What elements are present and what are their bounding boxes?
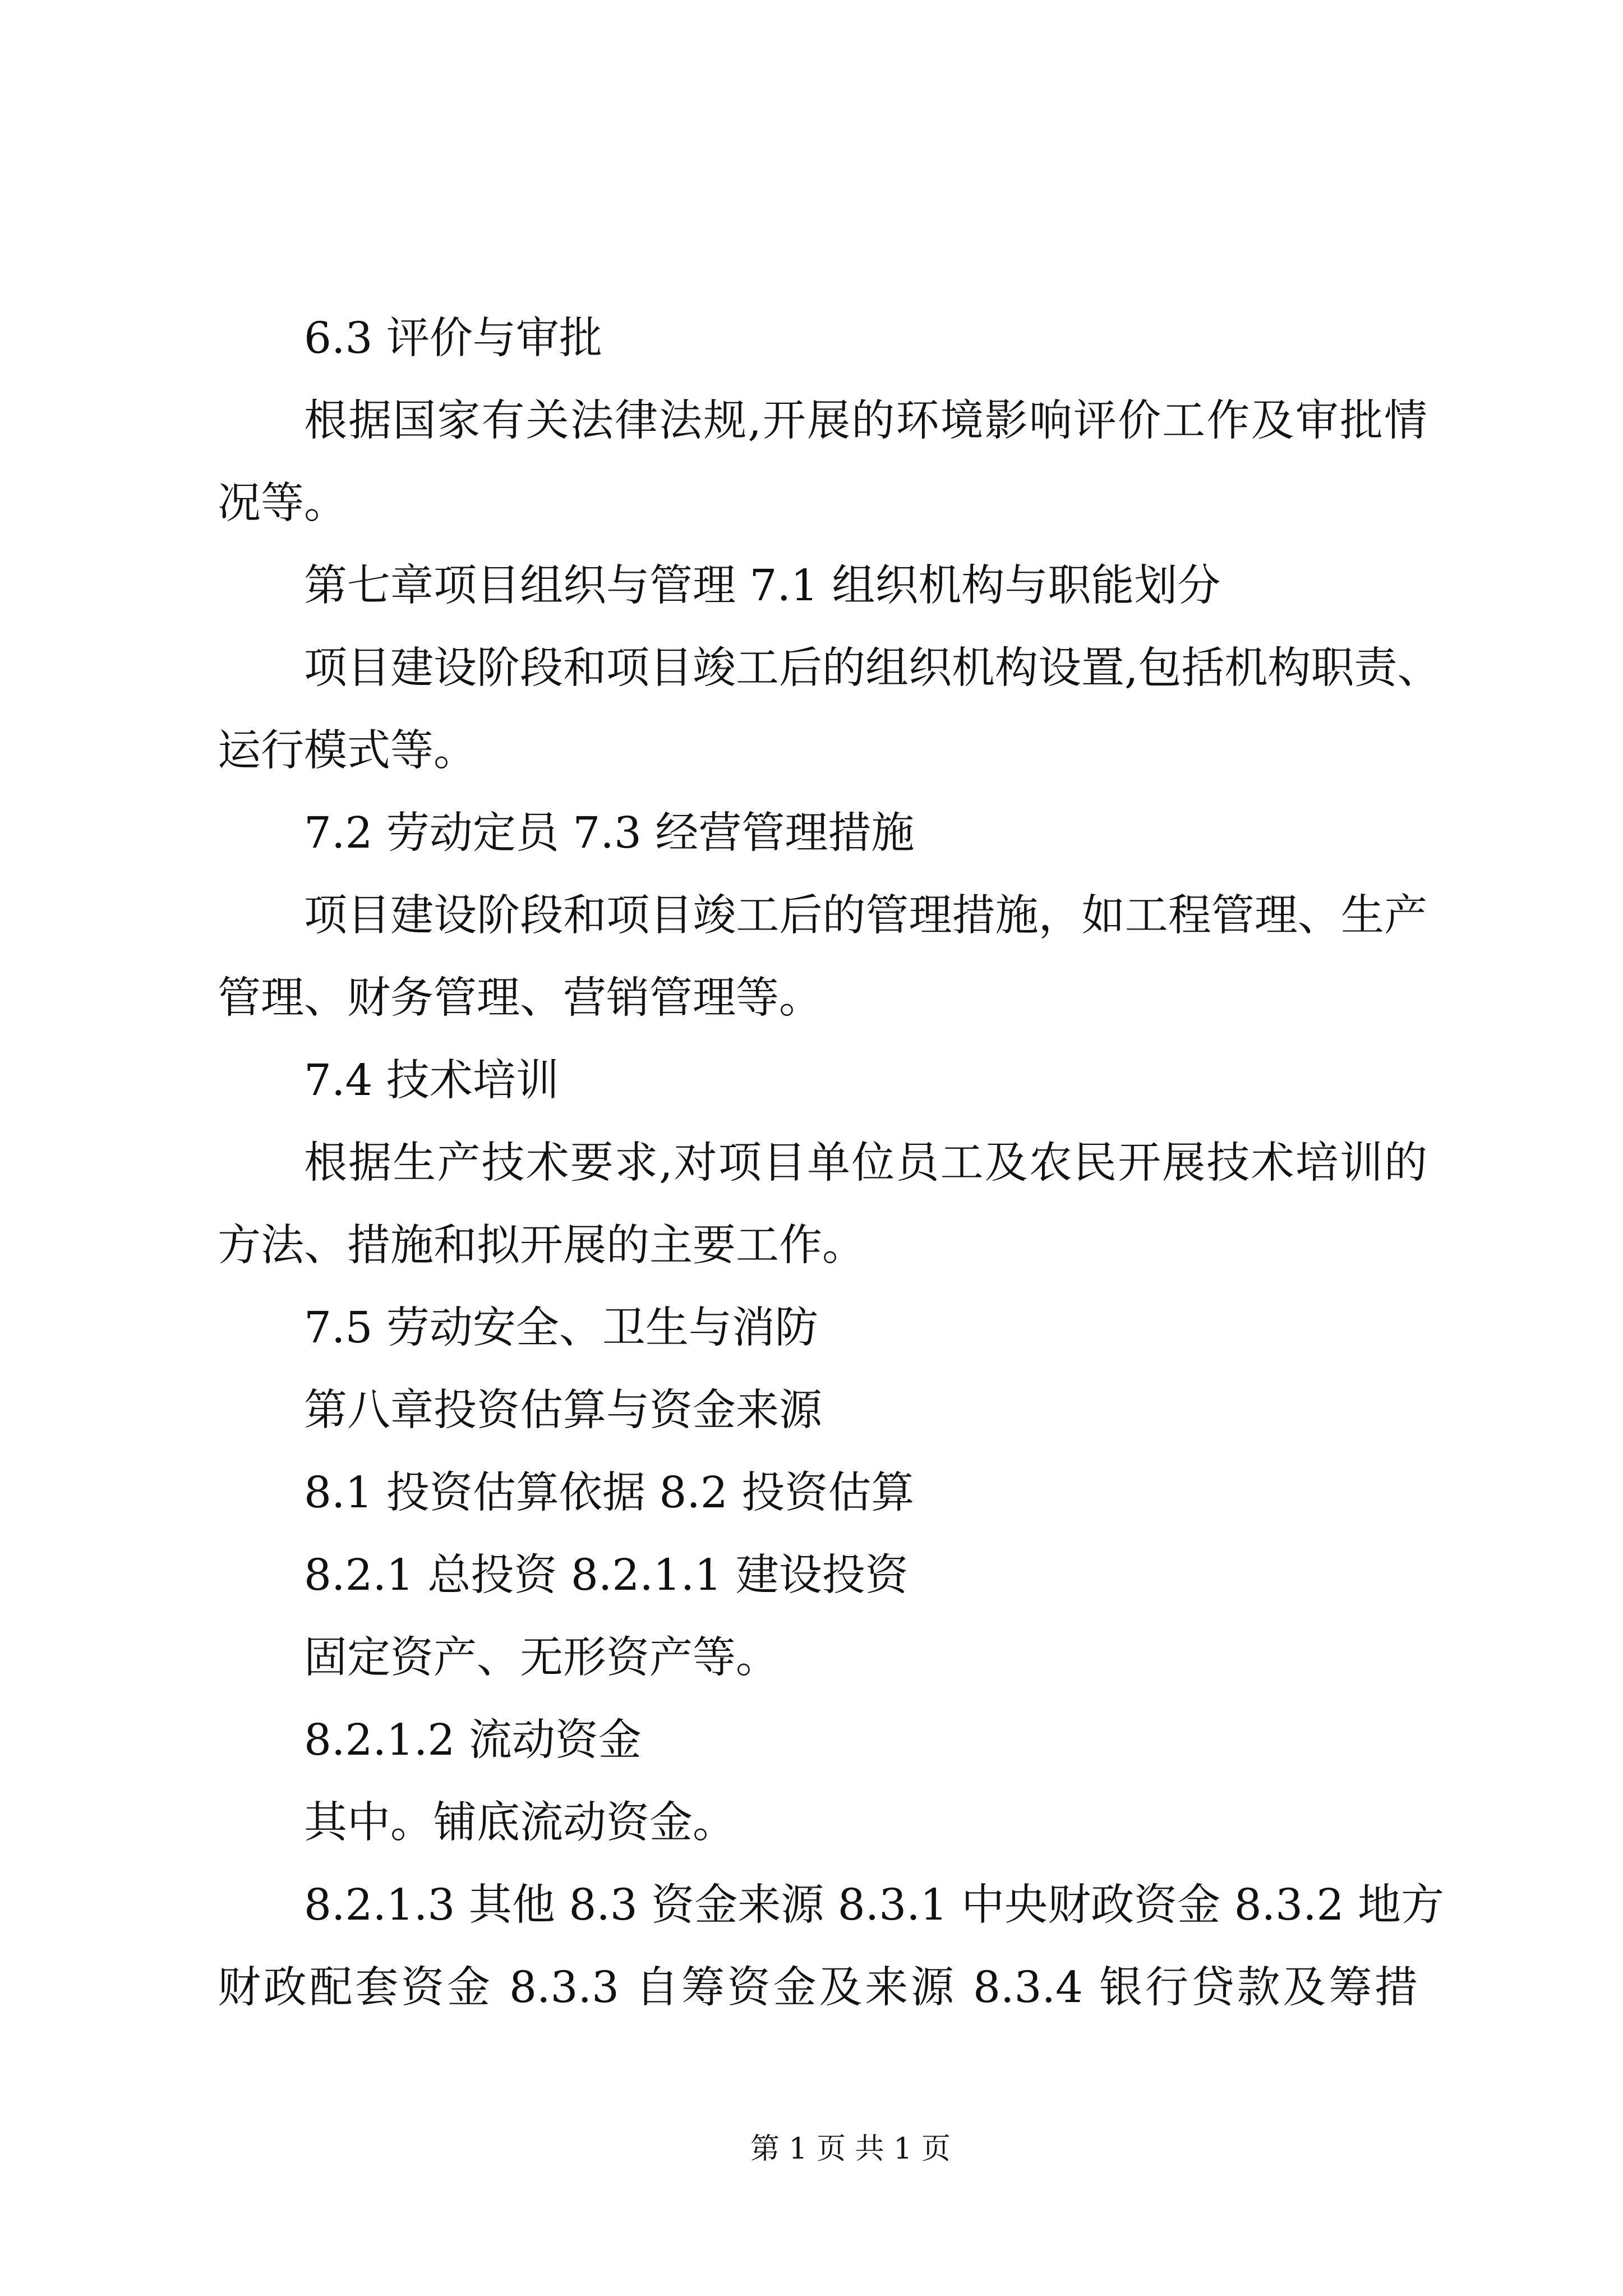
paragraph-line: 7.4 技术培训 xyxy=(304,1056,559,1106)
paragraph-line: 7.5 劳动安全、卫生与消防 xyxy=(304,1303,818,1353)
paragraph-line: 根据国家有关法律法规,开展的环境影响评价工作及审批情 xyxy=(304,396,1427,446)
paragraph xyxy=(218,1617,1427,1699)
paragraph-line: 6.3 评价与审批 xyxy=(304,314,602,364)
chapter-heading xyxy=(218,545,1427,627)
paragraph-line: 7.2 劳动定员 7.3 经营管理措施 xyxy=(304,808,915,858)
section-heading xyxy=(218,1452,1427,1534)
paragraph-line: 8.2.1 总投资 8.2.1.1 建设投资 xyxy=(304,1550,909,1600)
paragraph-line: 8.1 投资估算依据 8.2 投资估算 xyxy=(304,1468,915,1518)
paragraph-line: 项目建设阶段和项目竣工后的管理措施，如工程管理、生产 xyxy=(304,891,1427,941)
section-heading xyxy=(218,1699,1427,1782)
section-heading xyxy=(218,792,1427,875)
paragraph-line: 运行模式等。 xyxy=(218,726,477,776)
paragraph xyxy=(218,380,1427,545)
section-heading xyxy=(218,1534,1427,1617)
paragraph-line: 第八章投资估算与资金来源 xyxy=(304,1386,822,1435)
paragraph-line: 财政配套资金 8.3.3 自筹资金及来源 8.3.4 银行贷款及筹措 xyxy=(218,1963,1418,2013)
chapter-heading xyxy=(218,1369,1427,1452)
paragraph-line: 况等。 xyxy=(218,478,347,528)
paragraph xyxy=(218,627,1441,792)
paragraph xyxy=(218,1782,1427,1864)
paragraph-line: 根据生产技术要求,对项目单位员工及农民开展技术培训的 xyxy=(304,1138,1427,1188)
paragraph-line: 8.2.1.2 流动资金 xyxy=(304,1715,642,1765)
paragraph-line: 方法、措施和拟开展的主要工作。 xyxy=(218,1221,865,1271)
paragraph-line: 管理、财务管理、营销管理等。 xyxy=(218,973,822,1023)
paragraph-line: 项目建设阶段和项目竣工后的组织机构设置,包括机构职责、 xyxy=(304,643,1441,693)
section-heading xyxy=(218,1864,1445,2029)
paragraph-line: 固定资产、无形资产等。 xyxy=(304,1633,779,1683)
paragraph-line: 8.2.1.3 其他 8.3 资金来源 8.3.1 中央财政资金 8.3.2 地方 xyxy=(304,1880,1445,1930)
document-body xyxy=(218,297,1445,2029)
paragraph xyxy=(218,1122,1427,1287)
section-heading xyxy=(218,1287,1427,1369)
paragraph-line: 第七章项目组织与管理 7.1 组织机构与职能划分 xyxy=(304,561,1221,611)
section-heading xyxy=(218,1039,1427,1122)
section-heading xyxy=(218,297,1427,380)
paragraph xyxy=(218,875,1427,1039)
page-footer: 第 1 页 共 1 页 xyxy=(750,2132,951,2166)
paragraph-line: 其中。铺底流动资金。 xyxy=(304,1798,736,1848)
